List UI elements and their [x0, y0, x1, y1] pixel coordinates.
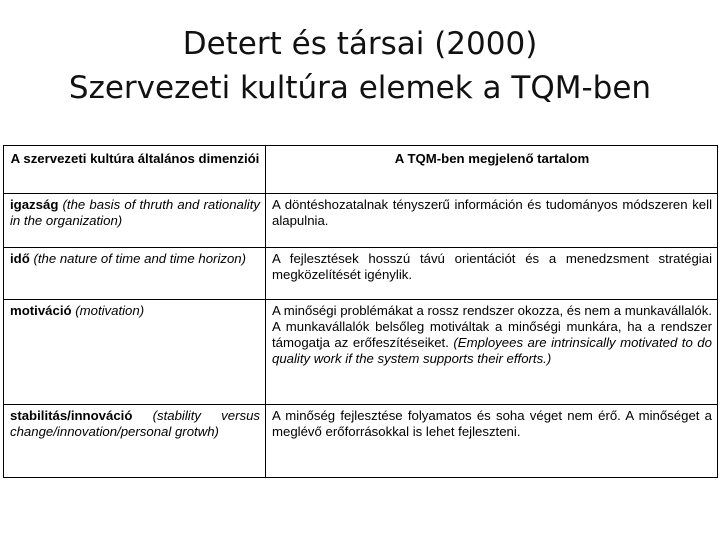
- dimension-cell: [4, 194, 266, 248]
- slide-title: [0, 22, 720, 110]
- table-row: [4, 405, 718, 478]
- dimension-term: idő: [10, 251, 30, 266]
- table-header-row: [4, 146, 718, 194]
- dimension-english: (the basis of thruth and rationality in the organization): [10, 197, 260, 228]
- title-line-1: Detert és társai (2000): [182, 26, 538, 62]
- dimension-term: igazság: [10, 197, 59, 212]
- dimension-term: stabilitás/innováció: [10, 408, 133, 423]
- table-row: [4, 194, 718, 248]
- table-row: [4, 248, 718, 300]
- dimension-cell: [4, 248, 266, 300]
- content-cell: [266, 300, 718, 405]
- culture-elements-table: [3, 145, 718, 478]
- table-row: [4, 300, 718, 405]
- content-text: A minőségi problémákat a rossz rendszer okozza, és nem a munkavállalók. A munkavállalók belsőleg motiváltak a minőségi munkára, ha a rendszer támogatja az erőfeszítéseiket.: [272, 303, 712, 350]
- dimension-english: (the nature of time and time horizon): [33, 251, 247, 266]
- dimension-term: motiváció: [10, 303, 72, 318]
- title-line-2: Szervezeti kultúra elemek a TQM-ben: [68, 70, 652, 106]
- dimension-english: (motivation): [75, 303, 145, 318]
- dimension-english: (stability versus change/innovation/personal grotwh): [10, 408, 260, 439]
- header-dimensions: A szervezeti kultúra általános dimenziói: [4, 146, 266, 194]
- content-english: (Employees are intrinsically motivated to do quality work if the system supports their efforts.): [272, 335, 712, 366]
- content-cell: A döntéshozatalnak tényszerű információn és tudományos módszeren kell alapulnia.: [266, 194, 718, 248]
- content-cell: A minőség fejlesztése folyamatos és soha véget nem érő. A minőséget a meglévő erőforrásokkal is lehet fejleszteni.: [266, 405, 718, 478]
- dimension-cell: [4, 300, 266, 405]
- header-tqm-content: A TQM-ben megjelenő tartalom: [266, 146, 718, 194]
- dimension-cell: [4, 405, 266, 478]
- content-cell: A fejlesztések hosszú távú orientációt és a menedzsment stratégiai megközelítését igénylik.: [266, 248, 718, 300]
